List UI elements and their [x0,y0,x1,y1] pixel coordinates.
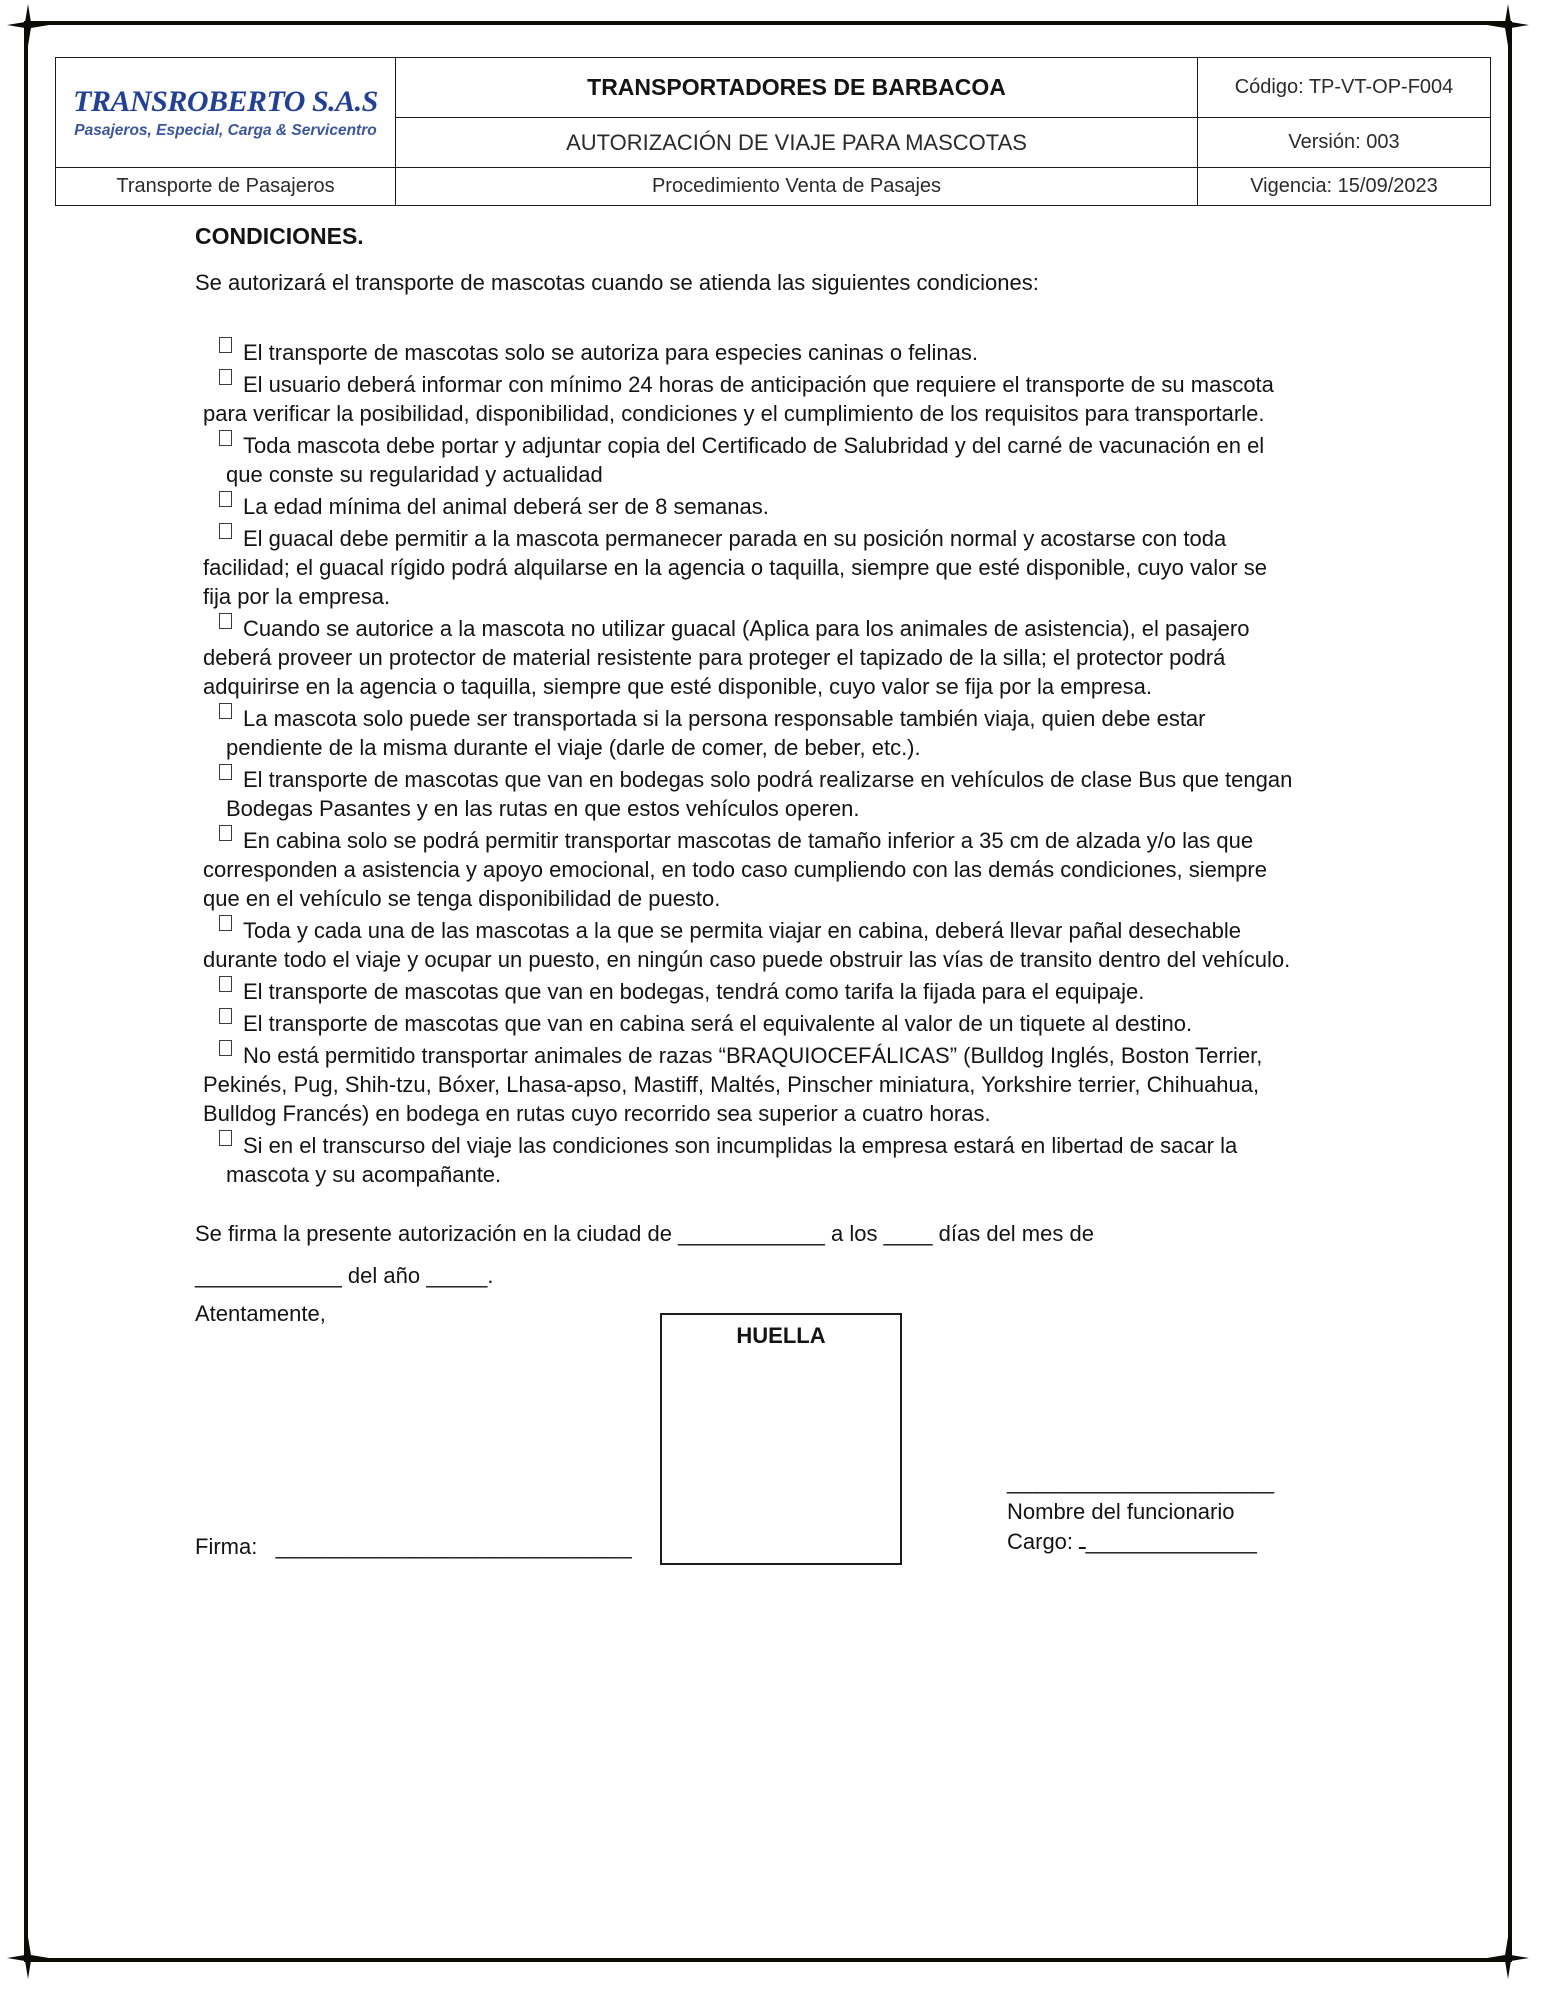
condition-item [195,431,1300,489]
official-cargo-row [1007,1527,1274,1557]
conditions-heading: CONDICIONES. [195,223,364,249]
document-procedure: Procedimiento Venta de Pasajes [396,168,1198,206]
document-subtitle: AUTORIZACIÓN DE VIAJE PARA MASCOTAS [396,118,1198,168]
corner-star-icon [7,4,49,46]
checkbox-icon [219,703,232,719]
document-validity: Vigencia: 15/09/2023 [1198,168,1491,206]
condition-text: Toda y cada una de las mascotas a la que se permita viajar en cabina, deberá llevar pañal desechable durante todo el viaje y ocupar un puesto, en ningún caso puede obstruir las vías de transito dentro del vehículo. [203,918,1291,972]
checkbox-icon [219,337,232,353]
firma-line: ____________________________ [275,1534,633,1559]
firma-label: Firma: [195,1534,258,1559]
condition-text: Cuando se autorice a la mascota no utilizar guacal (Aplica para los animales de asistencia), el pasajero deberá proveer un protector de material resistente para proteger el tapizado de la silla; el protector podrá adquirirse en la agencia o taquilla, siempre que esté disponible, cuyo valor se fija por la empresa. [203,616,1250,699]
checkbox-icon [219,976,232,992]
company-logo-text: TRANSROBERTO S.A.S [73,85,378,118]
cargo-label: Cargo: [1007,1529,1074,1554]
fingerprint-box [660,1313,902,1565]
condition-text: El transporte de mascotas que van en bodegas solo podrá realizarse en vehículos de clase Bus que tengan Bodegas Pasantes y en las rutas en que estos vehículos operen. [226,767,1293,821]
closing-paragraph [195,1213,1300,1297]
checkbox-icon [219,1130,232,1146]
checkbox-icon [219,915,232,931]
checkbox-icon [219,613,232,629]
condition-text: El transporte de mascotas que van en cabina será el equivalente al valor de un tiquete al destino. [243,1011,1193,1036]
official-signature-block [1007,1467,1274,1557]
signature-area [195,1299,1300,1609]
checkbox-icon [219,430,232,446]
checkbox-icon [219,369,232,385]
condition-text: Si en el transcurso del viaje las condiciones son incumplidas la empresa estará en libertad de sacar la mascota y su acompañante. [226,1133,1238,1187]
condition-item [195,370,1300,428]
condition-text: No está permitido transportar animales de razas “BRAQUIOCEFÁLICAS” (Bulldog Inglés, Boston Terrier, Pekinés, Pug, Shih-tzu, Bóxer, Lhasa-apso, Mastiff, Maltés, Pinscher miniatura, Yorkshire terrier, Chihuahua, Bulldog Francés) en bodega en rutas cuyo recorrido sea superior a cuatro horas. [203,1043,1263,1126]
document-category: Transporte de Pasajeros [56,168,396,206]
condition-text: En cabina solo se podrá permitir transportar mascotas de tamaño inferior a 35 cm de alzada y/o las que corresponden a asistencia y apoyo emocional, en todo caso cumpliendo con las demás condiciones, siempre que en el vehículo se tenga disponibilidad de puesto. [203,828,1267,911]
document-body [195,222,1300,1609]
document-code: Código: TP-VT-OP-F004 [1198,58,1491,118]
salutation: Atentamente, [195,1301,326,1326]
checkbox-icon [219,825,232,841]
closing-line-1: Se firma la presente autorización en la ciudad de ____________ a los ____ días del mes de [195,1221,1094,1246]
checkbox-icon [219,491,232,507]
condition-text: El usuario deberá informar con mínimo 24 horas de anticipación que requiere el transporte de su mascota para verificar la posibilidad, disponibilidad, condiciones y el cumplimiento de los requisitos para transportarle. [203,372,1274,426]
header-table [55,57,1491,206]
condition-item [195,826,1300,913]
condition-item [195,704,1300,762]
checkbox-icon [219,1008,232,1024]
condition-item [195,1009,1300,1038]
condition-text: El guacal debe permitir a la mascota permanecer parada en su posición normal y acostarse con toda facilidad; el guacal rígido podrá alquilarse en la agencia o taquilla, siempre que esté disponible, cuyo valor se fija por la empresa. [203,526,1267,609]
corner-star-icon [1487,1937,1529,1979]
checkbox-icon [219,523,232,539]
checkbox-icon [219,1040,232,1056]
conditions-intro: Se autorizará el transporte de mascotas cuando se atienda las siguientes condiciones: [195,270,1039,295]
corner-star-icon [1487,4,1529,46]
company-logo [56,58,396,168]
condition-item [195,338,1300,367]
condition-item [195,765,1300,823]
cargo-line: ـ______________ [1079,1529,1257,1554]
condition-item [195,524,1300,611]
condition-item [195,916,1300,974]
condition-text: El transporte de mascotas solo se autoriza para especies caninas o felinas. [243,340,978,365]
checkbox-icon [219,764,232,780]
conditions-list [195,338,1300,1189]
condition-text: Toda mascota debe portar y adjuntar copia del Certificado de Salubridad y del carné de vacunación en el que conste su regularidad y actualidad [226,433,1265,487]
condition-text: La edad mínima del animal deberá ser de 8 semanas. [243,494,769,519]
corner-star-icon [7,1937,49,1979]
document-title: TRANSPORTADORES DE BARBACOA [396,58,1198,118]
condition-item [195,492,1300,521]
document-version: Versión: 003 [1198,118,1491,168]
company-logo-tagline: Pasajeros, Especial, Carga & Servicentro [74,122,377,139]
condition-item [195,1131,1300,1189]
fingerprint-label: HUELLA [736,1323,826,1348]
condition-text: El transporte de mascotas que van en bodegas, tendrá como tarifa la fijada para el equipaje. [243,979,1145,1004]
condition-item [195,614,1300,701]
condition-item [195,1041,1300,1128]
condition-text: La mascota solo puede ser transportada si la persona responsable también viaja, quien debe estar pendiente de la misma durante el viaje (darle de comer, de beber, etc.). [226,706,1206,760]
official-name-label: Nombre del funcionario [1007,1499,1235,1524]
condition-item [195,977,1300,1006]
firma-row [195,1532,632,1561]
official-name-line: _____________________ [1007,1469,1275,1494]
closing-line-2: ____________ del año _____. [195,1263,494,1288]
